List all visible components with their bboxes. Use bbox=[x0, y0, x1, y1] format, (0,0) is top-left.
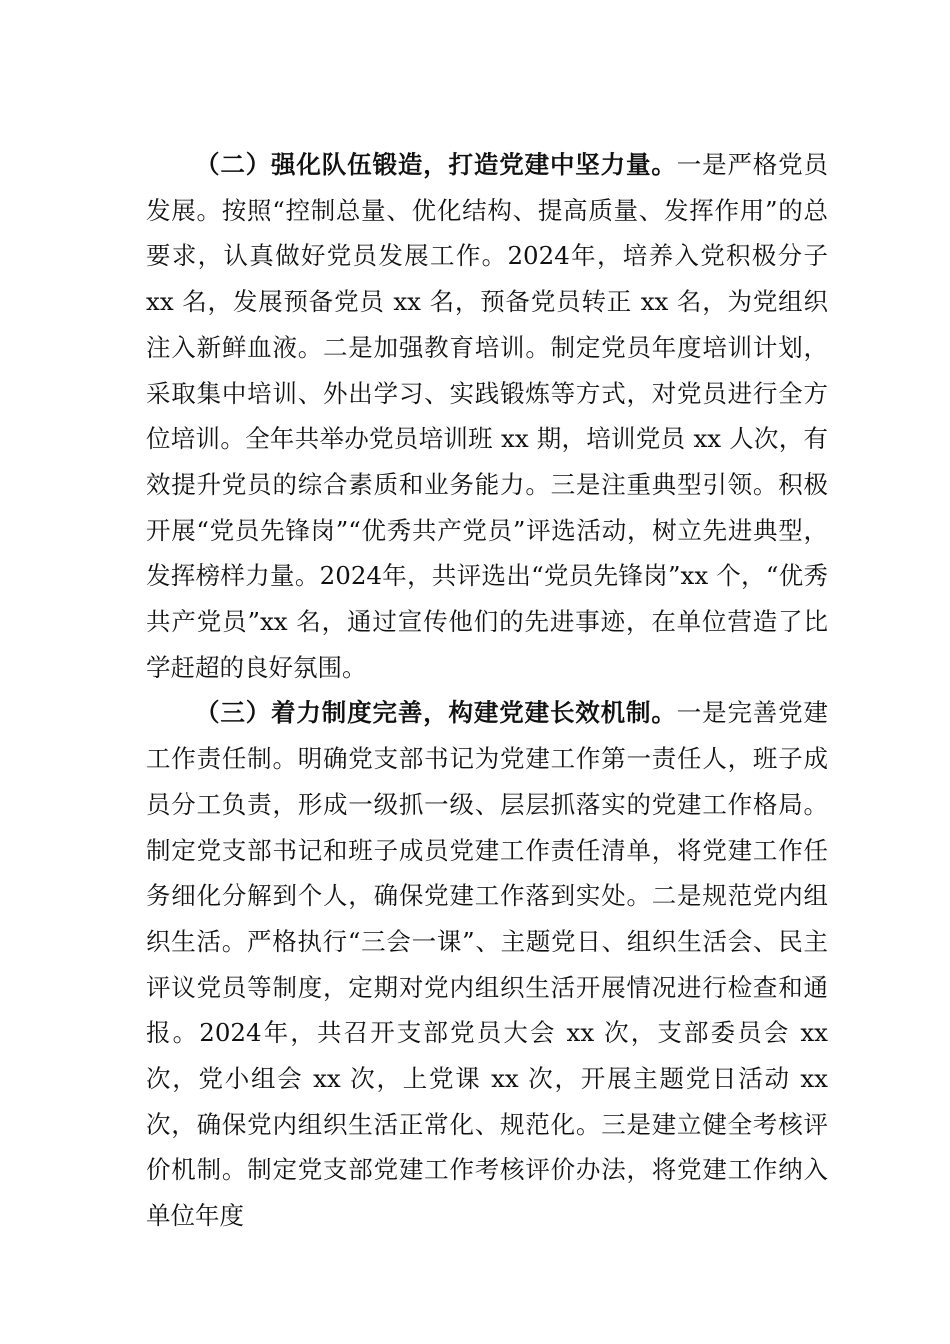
paragraph-body: 一是完善党建工作责任制。明确党支部书记为党建工作第一责任人，班子成员分工负责，形成一级抓一级、层层抓落实的党建工作格局。制定党支部书记和班子成员党建工作责任清单，将党建工作任务细化分解到个人，确保党建工作落到实处。二是规范党内组织生活。严格执行“三会一课”、主题党日、组织生活会、民主评议党员等制度，定期对党内组织生活开展情况进行检查和通报。2024年，共召开支部党员大会 xx 次，支部委员会 xx 次，党小组会 xx 次，上党课 xx 次，开展主题党日活动 xx 次，确保党内组织生活正常化、规范化。三是建立健全考核评价机制。制定党支部党建工作考核评价办法，将党建工作纳入单位年度 bbox=[146, 698, 829, 1231]
paragraph-body: 一是严格党员发展。按照“控制总量、优化结构、提高质量、发挥作用”的总要求，认真做好党员发展工作。2024年，培养入党积极分子 xx 名，发展预备党员 xx 名，预备党员转正 xx 名，为党组织注入新鲜血液。二是加强教育培训。制定党员年度培训计划，采取集中培训、外出学习、实践锻炼等方式，对党员进行全方位培训。全年共举办党员培训班 xx 期，培训党员 xx 人次，有效提升党员的综合素质和业务能力。三是注重典型引领。积极开展“党员先锋岗”“优秀共产党员”评选活动，树立先进典型，发挥榜样力量。2024年，共评选出“党员先锋岗”xx 个，“优秀共产党员”xx 名，通过宣传他们的先进事迹，在单位营造了比学赶超的良好氛围。 bbox=[146, 150, 829, 682]
paragraph-heading: （二）强化队伍锻造，打造党建中坚力量。 bbox=[195, 150, 677, 179]
paragraph-heading: （三）着力制度完善，构建党建长效机制。 bbox=[195, 698, 677, 728]
paragraph-system-improvement bbox=[146, 690, 828, 1238]
document-body bbox=[146, 142, 828, 1239]
paragraph-team-building bbox=[146, 142, 828, 690]
